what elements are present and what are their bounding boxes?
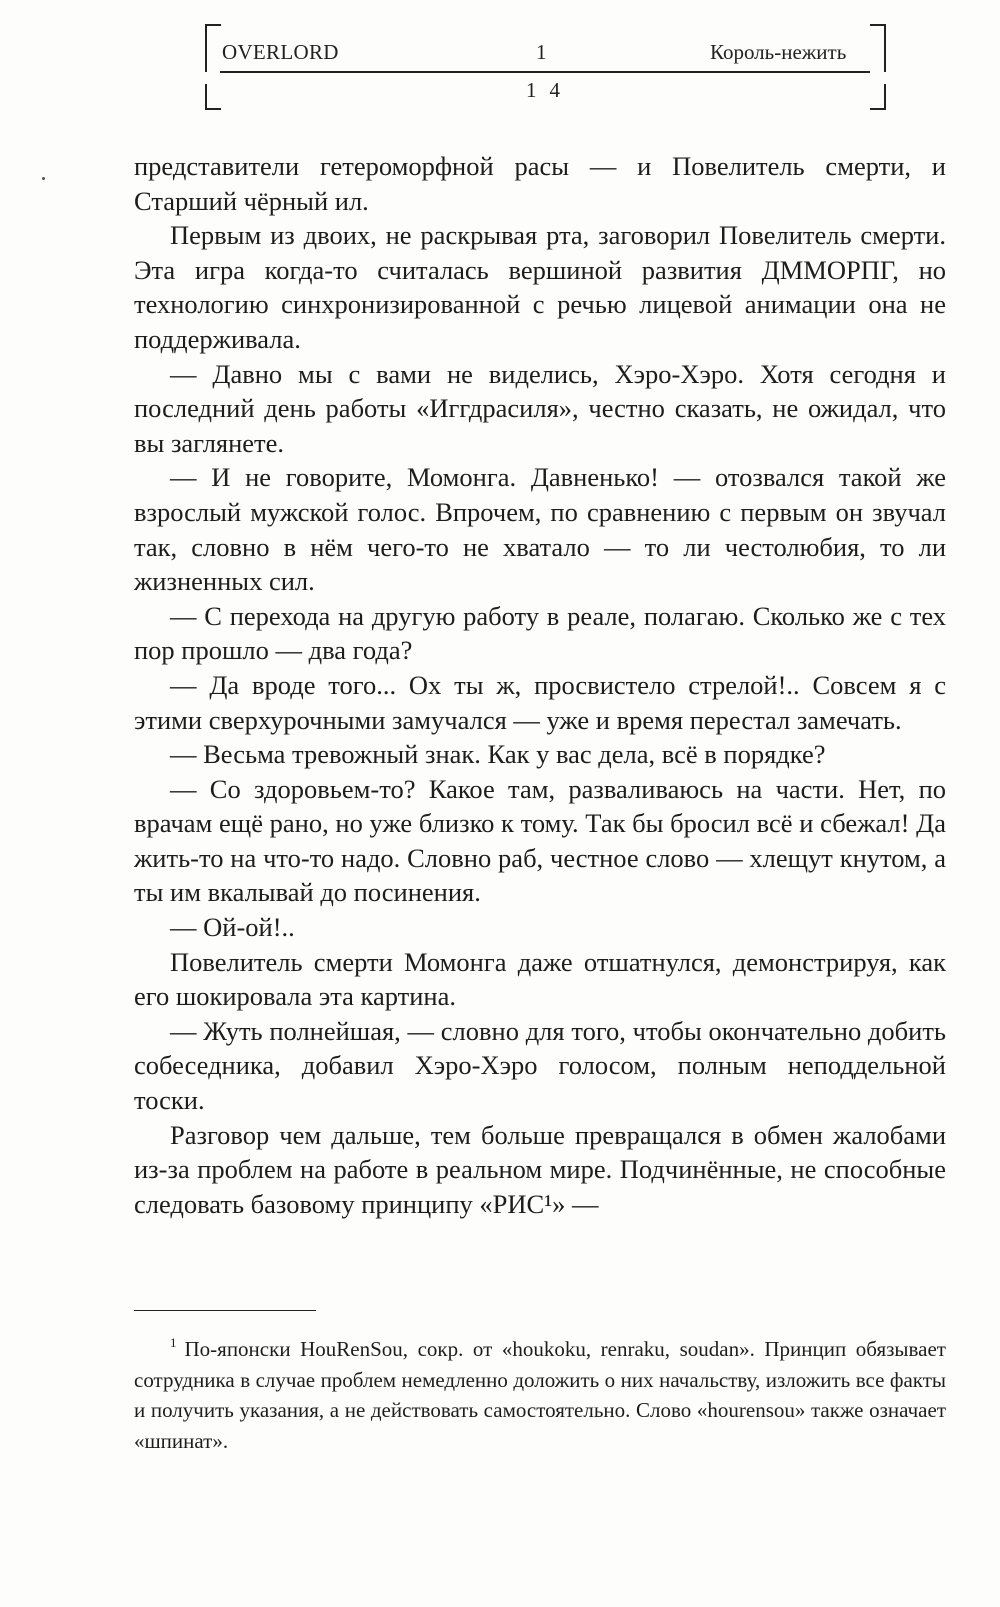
dialogue-line: — Ой-ой!.. — [170, 912, 295, 943]
running-head-volume: 1 — [536, 40, 547, 64]
dialogue-line: — И не говорите, Момонга. Давненько! — отозвался такой же взрослый мужской голос. Впрочем, по сравнению с первым он звучал так, словно в нём чего-то не хватало — то ли честолюбия, то ли жизненных сил. — [134, 462, 946, 597]
dialogue-line: — Жуть полнейшая, — словно для того, чтобы окончательно добить собеседника, добавил Хэро-Хэро голосом, полным неподдельной тоски. — [134, 1015, 946, 1116]
paragraph: Разговор чем дальше, тем больше превращался в обмен жалобами из-за проблем на работе в реальном мире. Подчинённые, не способные следовать базовому принципу «РИС¹» — — [134, 1119, 946, 1219]
header-corner-top-left — [205, 24, 221, 72]
header-corner-bottom-left — [205, 84, 221, 110]
header-rule — [220, 71, 870, 73]
dialogue-line: — С перехода на другую работу в реале, полагаю. Сколько же с тех пор прошло — два года? — [134, 600, 946, 666]
paragraph: Повелитель смерти Момонга даже отшатнулся, демонстрируя, как его шокировала эта картина. — [134, 946, 946, 1012]
margin-speck — [42, 177, 45, 180]
page-number: 14 — [526, 78, 573, 102]
dialogue-line: — Давно мы с вами не виделись, Хэро-Хэро. Хотя сегодня и последний день работы «Иггдрасиля», честно сказать, не ожидал, что вы заглянете. — [134, 358, 946, 458]
header-corner-bottom-right — [870, 84, 886, 110]
footnote-mark: 1 — [170, 1335, 177, 1350]
dialogue-line: — Весьма тревожный знак. Как у вас дела, всё в порядке? — [170, 739, 826, 770]
footnote-rule — [134, 1310, 316, 1311]
header-corner-top-right — [870, 24, 886, 72]
paragraph: Первым из двоих, не раскрывая рта, заговорил Повелитель смерти. Эта игра когда-то считалась вершиной развития ДММОРПГ, но технологию синхронизированной с речью лицевой анимации она не поддерживала. — [134, 220, 946, 354]
dialogue-line: — Да вроде того... Ох ты ж, просвистело стрелой!.. Совсем я с этими сверхурочными замучался — уже и время перестал замечать. — [134, 669, 946, 735]
dialogue-line: — Со здоровьем-то? Какое там, разваливаюсь на части. Нет, по врачам ещё рано, но уже близко к тому. Так бы бросил всё и сбежал! Да жить-то на что-то надо. Словно раб, честное слово — хлещут кнутом, а ты им вкалывай до посинения. — [134, 773, 946, 908]
footnote-text — [134, 1328, 946, 1456]
running-head-series: OVERLORD — [222, 40, 339, 64]
running-head-title: Король-нежить — [710, 40, 847, 64]
footnote-body: По-японски HouRenSou, сокр. от «houkoku, renraku, soudan». Принцип обязывает сотрудника в случае проблем немедленно доложить о них начальству, изложить все факты и получить указания, а не действовать самостоятельно. Слово «hourensou» также означает «шпинат». — [134, 1337, 946, 1453]
footnote — [134, 1328, 946, 1456]
body-text — [134, 149, 946, 1221]
paragraph: представители гетероморфной расы — и Повелитель смерти, и Старший чёрный ил. — [134, 151, 946, 216]
